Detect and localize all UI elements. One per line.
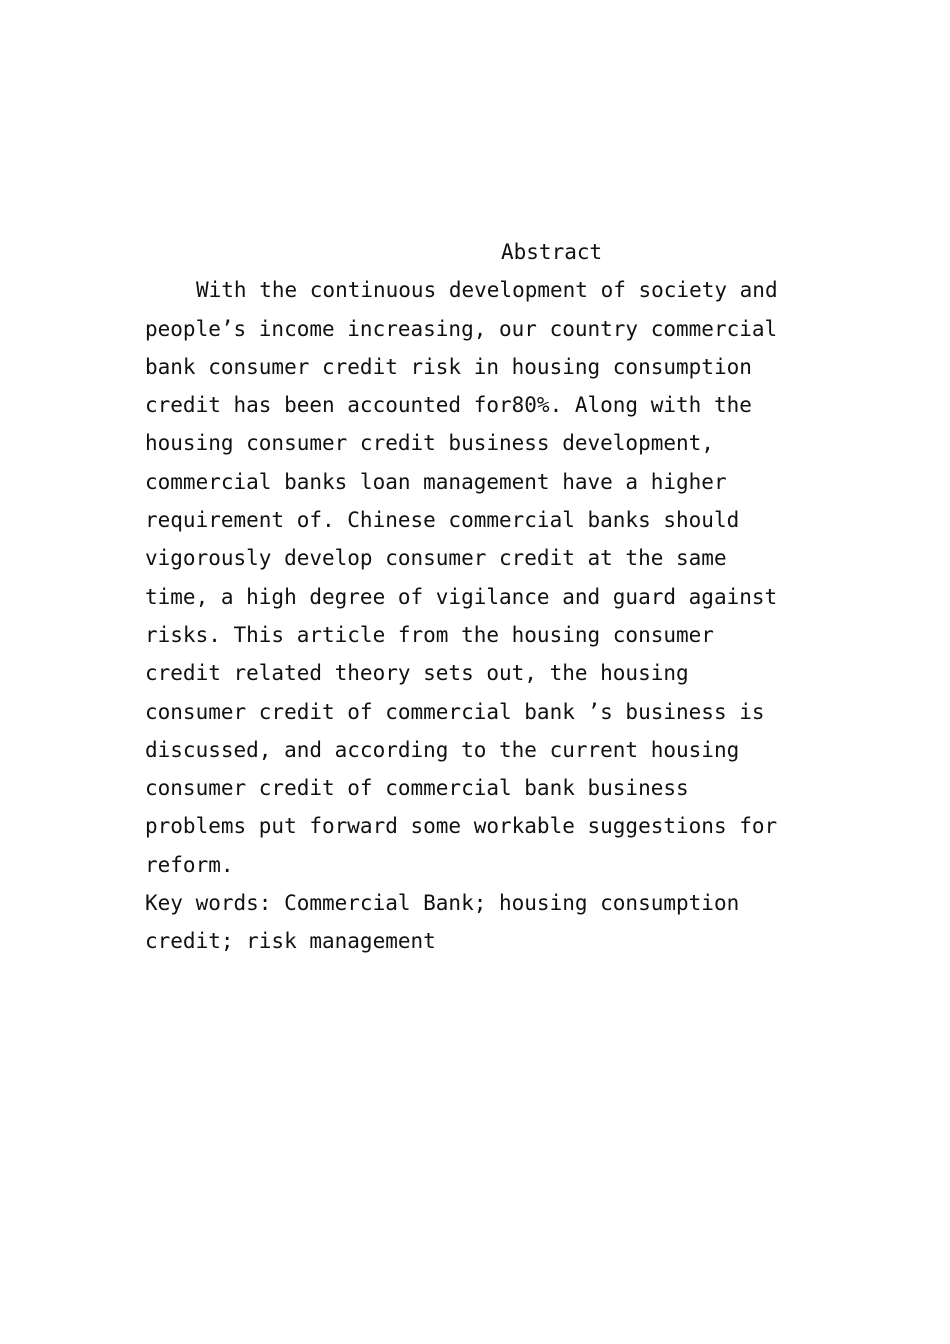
abstract-line: discussed, and according to the current housing bbox=[145, 737, 740, 762]
abstract-line: time, a high degree of vigilance and guard against bbox=[145, 584, 778, 609]
abstract-line: commercial banks loan management have a higher bbox=[145, 469, 727, 494]
abstract-section bbox=[145, 233, 795, 961]
abstract-line: consumer credit of commercial bank business bbox=[145, 776, 689, 801]
abstract-line: With the continuous development of society and bbox=[196, 278, 778, 303]
keywords-line: credit; risk management bbox=[145, 929, 436, 954]
keywords bbox=[145, 884, 795, 961]
abstract-title: Abstract bbox=[501, 240, 603, 264]
abstract-line: consumer credit of commercial bank ’s business is bbox=[145, 699, 765, 724]
abstract-line: requirement of. Chinese commercial banks should bbox=[145, 508, 740, 533]
abstract-line: credit related theory sets out, the housing bbox=[145, 661, 689, 686]
abstract-line: credit has been accounted for80%. Along with the bbox=[145, 393, 752, 418]
abstract-line: vigorously develop consumer credit at the same bbox=[145, 546, 727, 571]
keywords-line: Key words: Commercial Bank; housing consumption bbox=[145, 891, 740, 916]
abstract-line: problems put forward some workable suggestions for bbox=[145, 814, 778, 839]
abstract-line: bank consumer credit risk in housing consumption bbox=[145, 354, 752, 379]
abstract-line: risks. This article from the housing consumer bbox=[145, 622, 714, 647]
abstract-line: housing consumer credit business development, bbox=[145, 431, 714, 456]
abstract-line: people’s income increasing, our country commercial bbox=[145, 316, 778, 341]
abstract-body bbox=[145, 271, 795, 884]
abstract-line: reform. bbox=[145, 852, 234, 877]
